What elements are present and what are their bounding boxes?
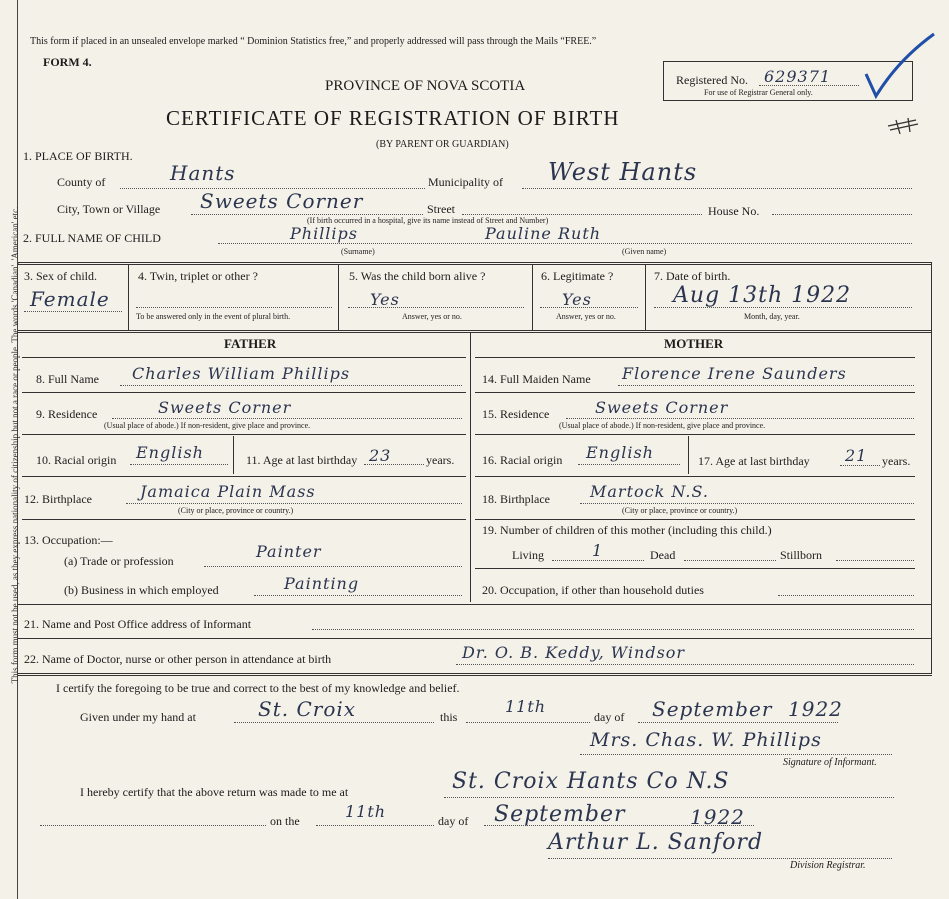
child-name-label: 2. FULL NAME OF CHILD <box>23 231 161 245</box>
child-surname-value: Phillips <box>290 224 358 243</box>
county-label: County of <box>57 175 106 189</box>
father-age-value: 23 <box>369 446 392 465</box>
alive-label: 5. Was the child born alive ? <box>349 269 486 283</box>
mother-name-value: Florence Irene Saunders <box>622 364 847 383</box>
doctor-value: Dr. O. B. Keddy, Windsor <box>462 643 686 662</box>
city-value: Sweets Corner <box>200 189 364 213</box>
sex-value: Female <box>30 287 110 311</box>
municipality-value: West Hants <box>548 158 698 186</box>
margin-note: This form must not be used, as they express nationality of citizenship but not a race or people. The words 'Canadian', 'American' etc. <box>10 206 20 684</box>
registrar-day-of-label: day of <box>438 814 469 828</box>
doctor-label: 22. Name of Doctor, nurse or other person in attendance at birth <box>24 652 332 666</box>
legit-label: 6. Legitimate ? <box>541 269 614 283</box>
given-place-value: St. Croix <box>258 697 357 721</box>
city-label: City, Town or Village <box>57 202 161 216</box>
father-name-label: 8. Full Name <box>36 372 99 386</box>
registrar-certify-text: I hereby certify that the above return was made to me at <box>80 785 349 799</box>
surname-caption: (Surname) <box>341 247 375 256</box>
page-title: CERTIFICATE OF REGISTRATION OF BIRTH <box>166 106 620 130</box>
father-residence-value: Sweets Corner <box>158 398 292 417</box>
father-business-value: Painting <box>284 574 360 593</box>
father-business-label: (b) Business in which employed <box>64 583 219 597</box>
registrar-place-value: St. Croix Hants Co N.S <box>452 769 730 794</box>
twin-note: To be answered only in the event of plural birth. <box>136 312 291 321</box>
registrar-on-label: on the <box>270 814 300 828</box>
cert-month-value: September <box>652 697 773 721</box>
cert-day-of-label: day of <box>594 710 625 724</box>
registrar-signature-caption: Division Registrar. <box>790 860 866 871</box>
father-occupation-label: 13. Occupation:— <box>24 533 113 547</box>
cert-year-value: 1922 <box>788 697 843 721</box>
mother-residence-value: Sweets Corner <box>595 398 729 417</box>
mail-note: This form if placed in an unsealed envelope marked “ Dominion Statistics free,” and properly addressed will pass through the Mails “FREE.” <box>30 36 597 47</box>
this-label: this <box>440 710 458 724</box>
stillborn-label: Stillborn <box>780 548 823 562</box>
place-section-label: 1. PLACE OF BIRTH. <box>23 149 133 163</box>
father-name-value: Charles William Phillips <box>132 364 351 383</box>
mother-birthplace-note: (City or place, province or country.) <box>622 506 738 515</box>
mother-years-label: years. <box>882 454 911 468</box>
father-birthplace-note: (City or place, province or country.) <box>178 506 294 515</box>
informant-signature: Mrs. Chas. W. Phillips <box>590 729 822 751</box>
hospital-note: (If birth occurred in a hospital, give its name instead of Street and Number) <box>307 216 549 225</box>
dob-label: 7. Date of birth. <box>654 269 731 283</box>
page-subtitle: (BY PARENT OR GUARDIAN) <box>376 139 509 150</box>
mother-racial-value: English <box>586 443 654 462</box>
informant-label: 21. Name and Post Office address of Informant <box>24 617 252 631</box>
registrar-signature: Arthur L. Sanford <box>548 830 764 855</box>
mother-name-label: 14. Full Maiden Name <box>482 372 591 386</box>
legit-note: Answer, yes or no. <box>556 312 616 321</box>
twin-label: 4. Twin, triplet or other ? <box>138 269 258 283</box>
father-racial-label: 10. Racial origin <box>36 453 117 467</box>
mother-birthplace-value: Martock N.S. <box>590 482 709 501</box>
dob-value: Aug 13th 1922 <box>673 283 852 308</box>
registrar-year-value: 1922 <box>690 805 745 829</box>
stamp-mark-icon <box>886 116 922 136</box>
father-birthplace-label: 12. Birthplace <box>24 492 92 506</box>
dob-note: Month, day, year. <box>744 312 800 321</box>
father-racial-value: English <box>136 443 204 462</box>
child-given-value: Pauline Ruth <box>485 224 602 243</box>
mother-heading: MOTHER <box>664 336 724 351</box>
alive-note: Answer, yes or no. <box>402 312 462 321</box>
mother-birthplace-label: 18. Birthplace <box>482 492 550 506</box>
father-trade-value: Painter <box>256 542 322 561</box>
alive-value: Yes <box>370 290 400 309</box>
father-trade-label: (a) Trade or profession <box>64 554 174 568</box>
margin-strip <box>0 0 18 899</box>
father-years-label: years. <box>426 453 455 467</box>
registered-label: Registered No. <box>676 73 748 87</box>
municipality-label: Municipality of <box>428 175 503 189</box>
given-caption: (Given name) <box>622 247 667 256</box>
registrar-month-value: September <box>494 802 626 827</box>
informant-signature-caption: Signature of Informant. <box>783 757 877 768</box>
mother-racial-label: 16. Racial origin <box>482 453 563 467</box>
mother-age-label: 17. Age at last birthday <box>698 454 810 468</box>
registered-number: 629371 <box>764 67 832 86</box>
given-label: Given under my hand at <box>80 710 196 724</box>
registered-note: For use of Registrar General only. <box>704 88 813 97</box>
living-value: 1 <box>592 541 604 560</box>
cert-day-value: 11th <box>505 697 547 716</box>
mother-occupation-label: 20. Occupation, if other than household duties <box>482 583 704 597</box>
county-value: Hants <box>170 161 236 185</box>
father-residence-label: 9. Residence <box>36 407 98 421</box>
certify-text: I certify the foregoing to be true and correct to the best of my knowledge and belief. <box>56 681 460 695</box>
mother-residence-note: (Usual place of abode.) If non-resident, give place and province. <box>559 421 766 430</box>
house-label: House No. <box>708 204 760 218</box>
form-number: FORM 4. <box>43 55 92 69</box>
street-label: Street <box>427 202 455 216</box>
father-age-label: 11. Age at last birthday <box>246 453 358 467</box>
dead-label: Dead <box>650 548 676 562</box>
province-title: PROVINCE OF NOVA SCOTIA <box>325 78 526 94</box>
living-label: Living <box>512 548 544 562</box>
father-residence-note: (Usual place of abode.) If non-resident, give place and province. <box>104 421 311 430</box>
mother-residence-label: 15. Residence <box>482 407 550 421</box>
mother-age-value: 21 <box>845 446 868 465</box>
mother-children-label: 19. Number of children of this mother (including this child.) <box>482 523 772 537</box>
legit-value: Yes <box>562 290 592 309</box>
father-birthplace-value: Jamaica Plain Mass <box>140 482 316 501</box>
father-heading: FATHER <box>224 336 277 351</box>
checkmark-icon <box>858 30 938 100</box>
sex-label: 3. Sex of child. <box>24 269 97 283</box>
registrar-day-value: 11th <box>345 802 387 821</box>
